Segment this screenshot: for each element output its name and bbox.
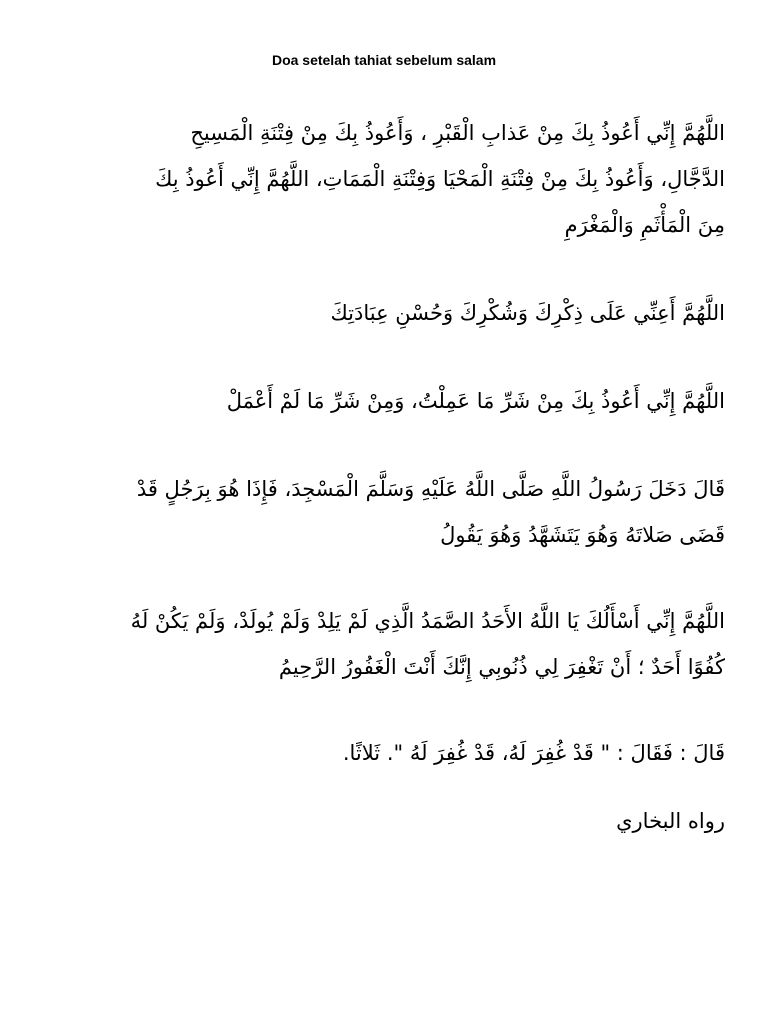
text-line: قَالَ : فَقَالَ : " قَدْ غُفِرَ لَهُ، قَدْ غُفِرَ لَهُ ". ثَلاثًا. bbox=[342, 741, 725, 765]
hadith-source bbox=[100, 798, 725, 844]
document-title: Doa setelah tahiat sebelum salam bbox=[271, 52, 497, 68]
text-line: الدَّجَّالِ، وَأَعُوذُ بِكَ مِنْ فِتْنَةِ الْمَحْيَا وَفِتْنَةِ الْمَمَاتِ، اللَّهُمَّ إِنِّي أَعُوذُ بِكَ bbox=[155, 167, 725, 191]
dua-paragraph-4 bbox=[100, 598, 725, 690]
text-line: اللَّهُمَّ إِنِّي أَسْأَلُكَ يَا اللَّهُ الأَحَدُ الصَّمَدُ الَّذِي لَمْ يَلِدْ وَلَمْ يُولَدْ، وَلَمْ يَكُنْ لَهُ bbox=[130, 609, 725, 633]
hadith-conclusion-paragraph bbox=[100, 730, 725, 776]
dua-paragraph-1 bbox=[100, 110, 725, 248]
text-line: قَضَى صَلاتَهُ وَهُوَ يَتَشَهَّدُ وَهُوَ يَقُولُ bbox=[440, 523, 725, 547]
hadith-narration-paragraph bbox=[100, 466, 725, 558]
text-line: قَالَ دَخَلَ رَسُولُ اللَّهِ صَلَّى اللَّهُ عَلَيْهِ وَسَلَّمَ الْمَسْجِدَ، فَإِذَا هُوَ بِرَجُلٍ قَدْ bbox=[136, 477, 725, 501]
text-line: اللَّهُمَّ إِنِّي أَعُوذُ بِكَ مِنْ عَذابِ الْقَبْرِ ، وَأَعُوذُ بِكَ مِنْ فِتْنَةِ الْمَسِيحِ bbox=[190, 121, 725, 145]
text-line: مِنَ الْمَأْثَمِ وَالْمَغْرَمِ bbox=[564, 213, 725, 237]
text-line: اللَّهُمَّ أَعِنِّي عَلَى ذِكْرِكَ وَشُكْرِكَ وَحُسْنِ عِبَادَتِكَ bbox=[330, 301, 725, 325]
text-line: اللَّهُمَّ إِنِّي أَعُوذُ بِكَ مِنْ شَرِّ مَا عَمِلْتُ، وَمِنْ شَرِّ مَا لَمْ أَعْمَلْ bbox=[226, 389, 725, 413]
dua-paragraph-2 bbox=[100, 290, 725, 336]
text-line: كُفُوًا أَحَدٌ ؛ أَنْ تَغْفِرَ لِي ذُنُوبِي إِنَّكَ أَنْتَ الْغَفُورُ الرَّحِيمُ bbox=[278, 655, 725, 679]
text-line: رواه البخاري bbox=[616, 809, 725, 833]
dua-paragraph-3 bbox=[100, 378, 725, 424]
